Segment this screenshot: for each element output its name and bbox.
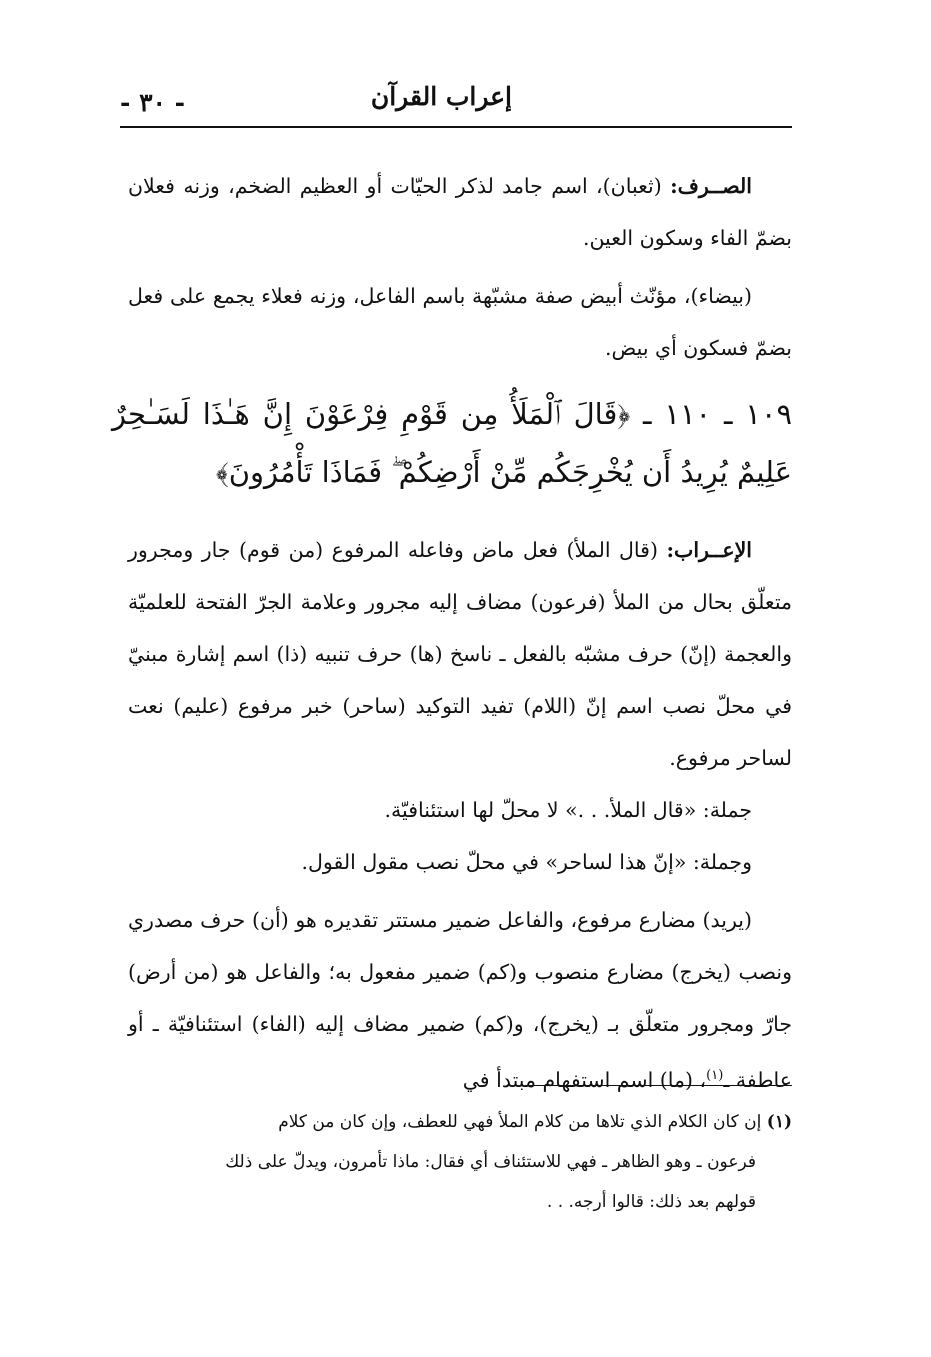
footnote-line-2: فرعون ـ وهو الظاهر ـ فهي للاستئناف أي فقال: ماذا تأمرون، ويدلّ على ذلك xyxy=(225,1152,756,1172)
footnote-number: (١) xyxy=(766,1112,792,1132)
irab-text-4: (يريد) مضارع مرفوع، والفاعل ضمير مستتر تقديره هو (أن) حرف مصدري ونصب (يخرج) مضارع منصوب و(كم) ضمير مفعول به؛ والفاعل هو (من أرض) جارّ ومجرور متعلّق بـ (يخرج)، و(كم) ضمير مضاف إليه (الفاء) استئنافيّة ـ أو عاطفة ـ xyxy=(128,908,792,1092)
irab-paragraph-2: جملة: «قال الملأ. . .» لا محلّ لها استئنافيّة. xyxy=(384,798,752,822)
footnote-text-1: إن كان الكلام الذي تلاها من كلام الملأ فهي للعطف، وإن كان من كلام xyxy=(278,1112,762,1132)
footnote-line-1 xyxy=(128,1102,792,1142)
sarf-term: الصــرف: xyxy=(670,174,752,198)
sarf-text-1: (ثعبان)، اسم جامد لذكر الحيّات أو العظيم الضخم، وزنه فعلان بضمّ الفاء وسكون العين. xyxy=(128,174,792,250)
footnote-rule xyxy=(527,1085,792,1086)
verse-text: ﴿قَالَ ٱلْمَلَأُ مِن قَوْمِ فِرْعَوْنَ إِنَّ هَـٰذَا لَسَـٰحِرٌ عَلِيمٌ يُرِيدُ أَن يُخْرِجَكُم مِّنْ أَرْضِكُمْ ۖ فَمَاذَا تَأْمُرُونَ﴾ xyxy=(112,397,792,489)
irab-paragraph-3: وجملة: «إنّ هذا لساحر» في محلّ نصب مقول القول. xyxy=(301,850,752,874)
footnote-reference: (١) xyxy=(706,1068,724,1083)
irab-text-4-end: ، (ما) اسم استفهام مبتدأ في xyxy=(462,1067,707,1092)
sarf-paragraph-2: (بيضاء)، مؤنّث أبيض صفة مشبّهة باسم الفاعل، وزنه فعلاء يجمع على فعل بضمّ فسكون أي بيض. xyxy=(128,284,792,360)
page-number: - ٣٠ - xyxy=(120,88,186,117)
irab-paragraph-1 xyxy=(128,524,792,784)
sarf-paragraph-1 xyxy=(128,160,792,264)
header-rule xyxy=(120,126,792,128)
footnote-line-3: قولهم بعد ذلك: قالوا أرجه. . . xyxy=(546,1192,756,1212)
verse-number: ١٠٩ ـ ١١٠ ـ xyxy=(643,397,793,431)
quran-verse xyxy=(112,385,792,501)
irab-section xyxy=(128,524,792,1106)
running-title: إعراب القرآن xyxy=(370,82,512,111)
page-header xyxy=(120,72,792,122)
sarf-section xyxy=(128,160,792,374)
footnotes xyxy=(128,1102,792,1222)
irab-term: الإعــراب: xyxy=(666,538,752,562)
irab-paragraph-4 xyxy=(128,894,792,1106)
irab-text-1: (قال الملأ) فعل ماض وفاعله المرفوع (من قوم) جار ومجرور متعلّق بحال من الملأ (فرعون) مضاف إليه مجرور وعلامة الجرّ الفتحة للعلميّة والعجمة (إنّ) حرف مشبّه بالفعل ـ ناسخ (ها) حرف تنبيه (ذا) اسم إشارة مبنيّ في محلّ نصب اسم إنّ (اللام) تفيد التوكيد (ساحر) خبر مرفوع (عليم) نعت لساحر مرفوع. xyxy=(128,538,792,770)
